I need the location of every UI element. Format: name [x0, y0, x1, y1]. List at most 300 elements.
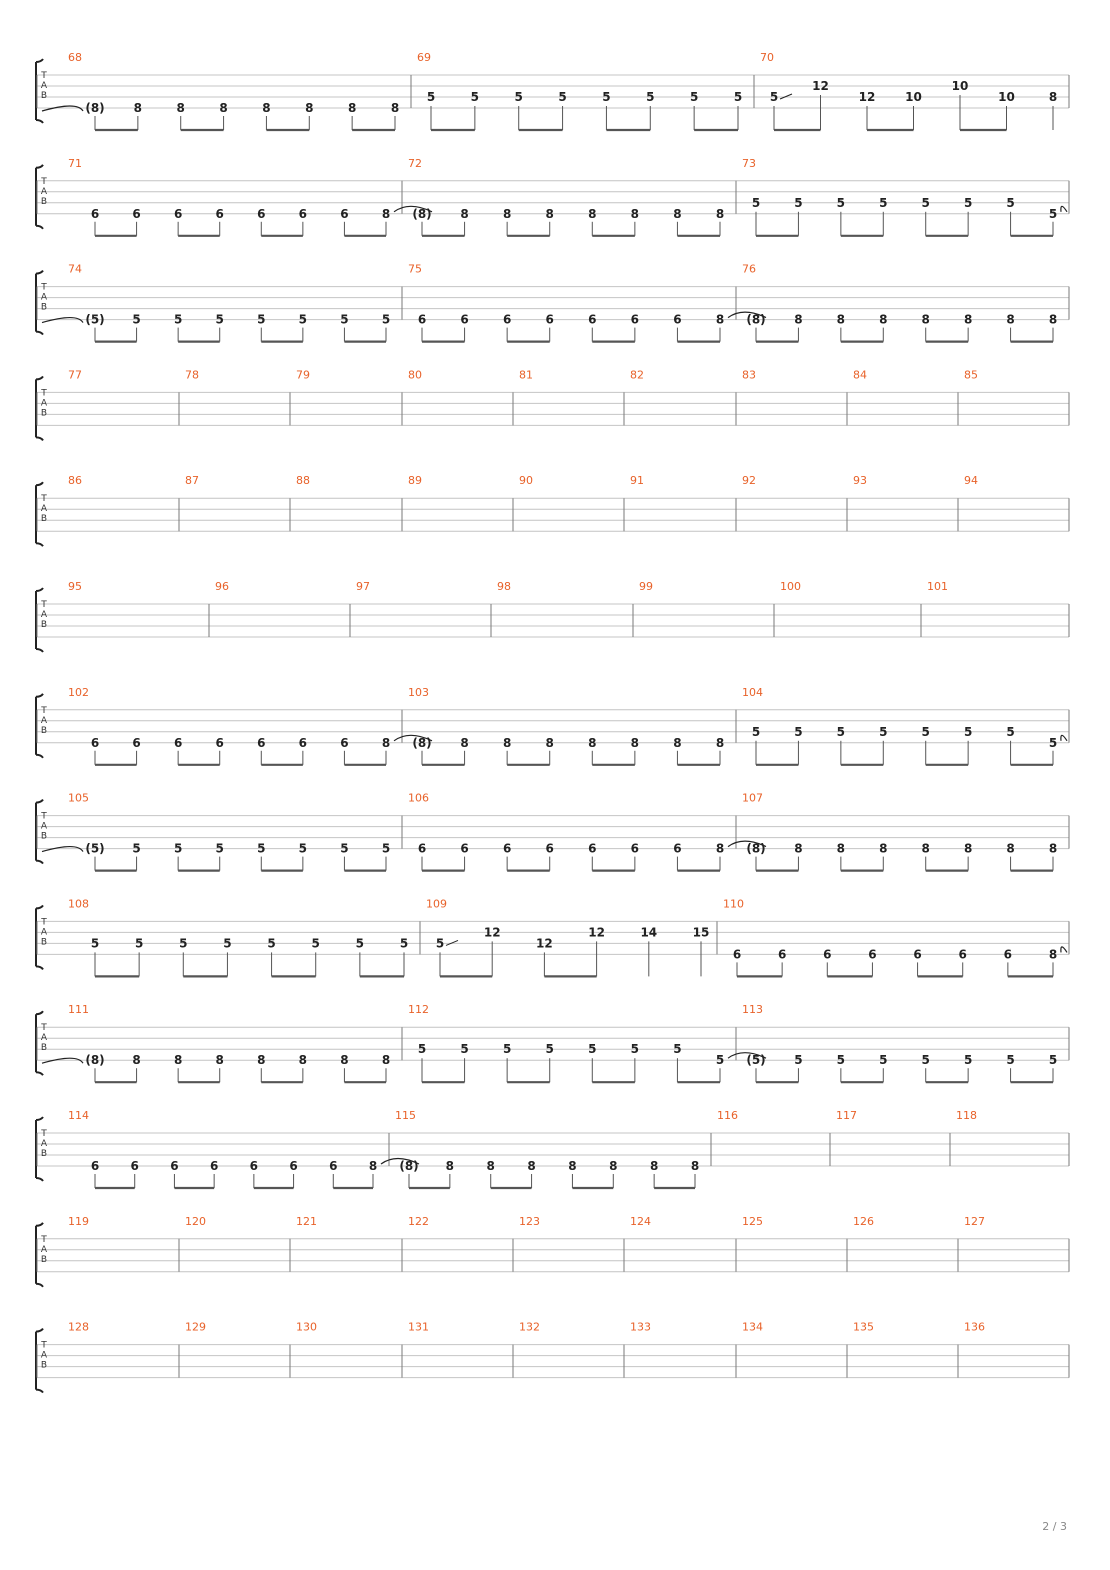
fret-number: 8: [879, 841, 888, 856]
measure: [408, 474, 422, 487]
fret-number: 5: [921, 195, 930, 210]
tab-clef-letter: T: [41, 1234, 47, 1245]
fret-number: 6: [502, 312, 512, 327]
tab-system: [36, 897, 1069, 976]
fret-number: 6: [732, 947, 742, 962]
fret-number: 8: [305, 101, 314, 115]
measure: [630, 368, 644, 381]
fret-number: 5: [963, 1053, 973, 1068]
fret-number: (8): [746, 841, 766, 856]
fret-number: 5: [215, 312, 224, 327]
fret-number: 8: [630, 206, 640, 221]
fret-number: 5: [879, 1053, 888, 1068]
measure-number: 86: [68, 474, 82, 488]
measure: [185, 1215, 206, 1228]
fret-number: 6: [298, 735, 308, 750]
fret-number: 8: [1048, 90, 1058, 104]
measure: [185, 474, 199, 487]
fret-number: 5: [267, 936, 276, 951]
measure-number: 90: [519, 474, 533, 488]
measure: [717, 1109, 738, 1122]
tab-clef-letter: A: [40, 292, 48, 303]
fret-number: (8): [746, 312, 766, 327]
measure: [185, 1321, 206, 1334]
measure: [408, 1215, 429, 1228]
tab-clef-letter: B: [40, 196, 48, 207]
fret-number: 6: [90, 1159, 100, 1173]
tab-system: [36, 580, 1069, 652]
measure: [742, 474, 756, 487]
fret-number: 6: [209, 1159, 219, 1173]
measure-number: 87: [185, 474, 199, 488]
fret-number: 8: [836, 312, 846, 327]
fret-number: 8: [649, 1159, 659, 1173]
measure-number: 125: [742, 1214, 763, 1228]
fret-number: 5: [134, 936, 144, 951]
page-number: 2 / 3: [1042, 1520, 1067, 1533]
fret-number: 5: [340, 312, 349, 327]
measure-number: 111: [68, 1003, 89, 1017]
fret-number: 8: [262, 101, 271, 115]
tab-clef-letter: A: [40, 821, 48, 832]
measure-number: 119: [68, 1214, 89, 1228]
fret-number: 12: [858, 90, 876, 104]
fret-number: 8: [132, 1053, 141, 1068]
tab-clef-letter: T: [41, 1340, 47, 1351]
fret-number: 5: [90, 936, 100, 951]
fret-number: 8: [219, 101, 228, 115]
measure: [68, 474, 82, 487]
measure-number: 83: [742, 368, 756, 382]
measure: [853, 1215, 874, 1228]
tab-clef-letter: T: [41, 811, 47, 822]
tab-clef-letter: A: [40, 1244, 48, 1255]
staff-lines: [37, 392, 1069, 425]
fret-number: 6: [215, 206, 224, 221]
measure: [630, 1215, 651, 1228]
tab-clef-letter: T: [41, 1129, 47, 1139]
fret-number: 8: [460, 206, 469, 221]
measure: [185, 368, 199, 381]
tab-clef-letter: A: [40, 81, 48, 91]
fret-number: 5: [751, 724, 761, 739]
measure: [395, 1109, 699, 1188]
staff-lines: [37, 498, 1069, 531]
fret-number: 8: [445, 1159, 455, 1173]
measure-number: 75: [408, 262, 422, 276]
fret-number: 6: [215, 735, 224, 750]
fret-number: 8: [588, 206, 597, 221]
fret-number: 8: [381, 206, 391, 221]
measure: [780, 580, 801, 593]
measure-number: 106: [408, 791, 429, 805]
fret-number: 6: [132, 206, 141, 221]
fret-number: 5: [1006, 195, 1015, 210]
fret-number: (5): [85, 312, 105, 327]
fret-number: 5: [836, 1053, 846, 1068]
measure-number: 71: [68, 156, 82, 170]
measure-number: 76: [742, 262, 756, 276]
measure-number: 69: [417, 51, 431, 64]
tab-clef-letter: B: [40, 1149, 48, 1159]
tab-clef-letter: T: [41, 282, 47, 293]
measure-number: 117: [836, 1109, 857, 1122]
measure-number: 133: [630, 1320, 651, 1334]
fret-number: 5: [298, 841, 308, 856]
tab-clef-letter: A: [40, 398, 48, 409]
fret-number: 8: [368, 1159, 378, 1173]
tab-system: [36, 1321, 1069, 1393]
fret-number: 5: [836, 195, 846, 210]
tab-clef-letter: B: [40, 725, 48, 736]
fret-number: (5): [746, 1053, 766, 1068]
measure: [68, 580, 82, 593]
measure: [760, 51, 1057, 130]
measure-number: 94: [964, 474, 978, 488]
measure: [639, 580, 653, 593]
tab-clef-letter: T: [41, 494, 47, 505]
measure-number: 78: [185, 368, 199, 382]
fret-number: 5: [215, 841, 224, 856]
fret-number: 8: [1006, 841, 1015, 856]
fret-number: 8: [173, 1053, 183, 1068]
fret-number: 5: [794, 724, 803, 739]
fret-number: 6: [630, 841, 640, 856]
measure: [42, 263, 390, 342]
fret-number: 5: [630, 1042, 640, 1057]
measure-number: 126: [853, 1214, 874, 1228]
measure-number: 77: [68, 368, 82, 382]
fret-number: (5): [85, 841, 105, 856]
fret-number: 5: [173, 312, 183, 327]
measure-number: 85: [964, 368, 978, 382]
tab-clef-letter: T: [41, 917, 47, 928]
tab-clef-letter: B: [40, 408, 48, 419]
measure-number: 93: [853, 474, 867, 488]
tab-clef-letter: T: [41, 176, 47, 187]
staff-lines: [37, 1239, 1069, 1272]
fret-number: 5: [733, 90, 743, 104]
fret-number: 8: [963, 841, 973, 856]
fret-number: 5: [223, 936, 232, 951]
fret-number: 6: [417, 312, 427, 327]
tab-clef-letter: T: [41, 1023, 47, 1034]
measure-number: 88: [296, 474, 310, 488]
tab-system: [36, 157, 1069, 236]
measure-number: 105: [68, 791, 89, 805]
tie-arc: [1061, 947, 1067, 953]
fret-number: 6: [130, 1159, 139, 1173]
measure: [215, 580, 229, 593]
fret-number: 5: [588, 1042, 597, 1057]
measure-number: 108: [68, 897, 89, 911]
fret-number: 5: [715, 1053, 725, 1068]
measure-number: 123: [519, 1214, 540, 1228]
measure-number: 128: [68, 1320, 89, 1334]
measure-number: 120: [185, 1214, 206, 1228]
fret-number: 5: [751, 195, 761, 210]
fret-number: 8: [460, 735, 469, 750]
fret-number: 8: [630, 735, 640, 750]
fret-number: 10: [951, 79, 969, 93]
measure: [964, 474, 978, 487]
measure-number: 109: [426, 897, 447, 911]
measure-number: 124: [630, 1214, 651, 1228]
fret-number: 6: [417, 841, 427, 856]
fret-number: 10: [905, 90, 922, 104]
tab-clef-letter: T: [41, 71, 47, 81]
fret-number: 5: [132, 312, 141, 327]
fret-number: 5: [179, 936, 188, 951]
tab-system: [36, 1215, 1069, 1287]
fret-number: 8: [215, 1053, 224, 1068]
tie-arc: [1061, 206, 1067, 212]
fret-number: (8): [85, 1053, 105, 1068]
measure: [296, 368, 310, 381]
measure-number: 107: [742, 791, 763, 805]
tab-clef-letter: T: [41, 388, 47, 399]
measure: [42, 1003, 390, 1082]
fret-number: 5: [769, 90, 779, 104]
tab-system: [36, 1003, 1069, 1082]
measure-number: 101: [927, 580, 948, 593]
measure: [742, 1215, 763, 1228]
fret-number: 8: [390, 101, 400, 115]
fret-number: 8: [298, 1053, 308, 1068]
fret-number: 8: [568, 1159, 577, 1173]
measure-number: 136: [964, 1320, 985, 1334]
tab-system: [36, 1109, 1069, 1188]
measure-number: 118: [956, 1109, 977, 1122]
measure: [408, 1003, 766, 1082]
fret-number: 8: [690, 1159, 700, 1173]
measure-number: 70: [760, 51, 774, 64]
fret-number: 5: [794, 1053, 803, 1068]
measure-number: 92: [742, 474, 756, 488]
fret-number: 5: [257, 312, 266, 327]
fret-number: 8: [588, 735, 597, 750]
fret-number: 5: [399, 936, 409, 951]
measure: [497, 580, 511, 593]
measure-number: 127: [964, 1214, 985, 1228]
fret-number: 8: [879, 312, 888, 327]
measure: [853, 1321, 874, 1334]
fret-number: 6: [249, 1159, 259, 1173]
fret-number: 5: [311, 936, 320, 951]
staff-lines: [37, 1133, 1069, 1166]
measure: [723, 897, 1067, 976]
fret-number: 8: [609, 1159, 618, 1173]
fret-number: 6: [630, 312, 640, 327]
tab-system: [36, 686, 1069, 765]
fret-number: 5: [355, 936, 365, 951]
tab-system: [36, 51, 1069, 130]
measure: [68, 157, 432, 236]
fret-number: 8: [527, 1159, 536, 1173]
measure: [408, 1321, 429, 1334]
measure: [68, 368, 82, 381]
measure-number: 113: [742, 1003, 763, 1017]
fret-number: 5: [470, 90, 480, 104]
fret-number: 5: [921, 724, 930, 739]
measure-number: 91: [630, 474, 644, 488]
fret-number: 5: [381, 841, 391, 856]
fret-number: 8: [381, 735, 391, 750]
fret-number: 6: [90, 735, 100, 750]
fret-number: 8: [340, 1053, 349, 1068]
measure-number: 129: [185, 1320, 206, 1334]
tab-system: [36, 792, 1069, 871]
measure-number: 115: [395, 1109, 416, 1122]
measure-number: 82: [630, 368, 644, 382]
fret-number: 15: [692, 925, 710, 940]
measure: [742, 1003, 1057, 1082]
tab-clef-letter: B: [40, 302, 48, 313]
tab-system: [36, 263, 1069, 342]
measure-number: 74: [68, 262, 82, 276]
measure: [630, 474, 644, 487]
measure: [408, 263, 766, 342]
measure: [742, 792, 1057, 871]
measure: [956, 1109, 977, 1122]
fret-number: 5: [298, 312, 308, 327]
measure-number: 112: [408, 1003, 429, 1017]
measure-number: 68: [68, 51, 82, 64]
measure: [519, 474, 533, 487]
fret-number: 14: [640, 925, 658, 940]
fret-number: 5: [381, 312, 391, 327]
fret-number: 5: [646, 90, 655, 104]
tab-clef-letter: B: [40, 937, 48, 948]
fret-number: (8): [412, 735, 432, 750]
measure: [408, 157, 724, 236]
fret-number: 6: [173, 206, 183, 221]
fret-number: 5: [879, 724, 888, 739]
fret-number: 6: [502, 841, 512, 856]
fret-number: 5: [460, 1042, 469, 1057]
fret-number: 8: [502, 206, 512, 221]
measure-number: 110: [723, 897, 744, 911]
tab-clef-letter: A: [40, 186, 48, 197]
fret-number: 5: [545, 1042, 554, 1057]
fret-number: 5: [1048, 206, 1058, 221]
measure: [927, 580, 948, 593]
fret-number: 5: [689, 90, 699, 104]
measure: [408, 792, 766, 871]
tab-system: [36, 368, 1069, 440]
measure: [417, 51, 742, 130]
fret-number: 8: [794, 841, 803, 856]
staff-lines: [37, 604, 1069, 637]
measure-number: 121: [296, 1214, 317, 1228]
fret-number: 5: [921, 1053, 930, 1068]
tab-clef-letter: B: [40, 1043, 48, 1054]
fret-number: 8: [502, 735, 512, 750]
tab-clef-letter: A: [40, 715, 48, 726]
fret-number: (8): [85, 101, 105, 115]
fret-number: 5: [417, 1042, 427, 1057]
fret-number: 6: [777, 947, 787, 962]
measure: [742, 157, 1067, 236]
measure-number: 116: [717, 1109, 738, 1122]
fret-number: 8: [545, 735, 554, 750]
fret-number: 5: [1006, 724, 1015, 739]
measure-number: 95: [68, 580, 82, 593]
fret-number: 6: [329, 1159, 338, 1173]
fret-number: 6: [545, 312, 554, 327]
fret-number: 5: [132, 841, 141, 856]
fret-number: 6: [958, 947, 967, 962]
measure-number: 131: [408, 1320, 429, 1334]
measure-number: 102: [68, 685, 89, 699]
fret-number: 6: [460, 841, 469, 856]
fret-number: 5: [963, 724, 973, 739]
fret-number: 6: [673, 312, 682, 327]
fret-number: 5: [1048, 735, 1058, 750]
fret-number: 6: [545, 841, 554, 856]
tab-clef-letter: A: [40, 1139, 48, 1149]
measure: [68, 1109, 419, 1188]
fret-number: 6: [340, 735, 349, 750]
fret-number: 8: [1048, 312, 1058, 327]
measure: [519, 368, 533, 381]
fret-number: 8: [1048, 947, 1058, 962]
measure-number: 84: [853, 368, 867, 382]
measure: [68, 686, 432, 765]
fret-number: 5: [1048, 1053, 1058, 1068]
measure-number: 72: [408, 156, 422, 170]
fret-number: 5: [879, 195, 888, 210]
fret-number: 8: [257, 1053, 266, 1068]
fret-number: 6: [913, 947, 922, 962]
fret-number: 5: [602, 90, 611, 104]
fret-number: 8: [673, 206, 682, 221]
staff-lines: [37, 1345, 1069, 1378]
fret-number: 6: [1003, 947, 1013, 962]
fret-number: 5: [173, 841, 183, 856]
fret-number: 8: [715, 312, 725, 327]
measure: [42, 51, 399, 130]
tab-clef-letter: A: [40, 927, 48, 938]
tab-system: [36, 474, 1069, 546]
tab-clef-letter: B: [40, 514, 48, 525]
fret-number: 5: [257, 841, 266, 856]
fret-number: 6: [170, 1159, 179, 1173]
fret-number: 6: [257, 206, 266, 221]
fret-number: 8: [673, 735, 682, 750]
measure-number: 100: [780, 580, 801, 593]
measure: [742, 686, 1067, 765]
fret-number: 6: [588, 841, 597, 856]
fret-number: 12: [588, 925, 605, 940]
fret-number: 5: [836, 724, 846, 739]
measure-number: 134: [742, 1320, 763, 1334]
measure: [296, 1215, 317, 1228]
fret-number: 12: [536, 936, 553, 951]
fret-number: 12: [483, 925, 501, 940]
tab-clef-letter: B: [40, 831, 48, 842]
fret-number: 5: [673, 1042, 682, 1057]
measure-number: 73: [742, 156, 756, 170]
fret-number: 5: [1006, 1053, 1015, 1068]
measure-number: 98: [497, 580, 511, 593]
fret-number: 5: [340, 841, 349, 856]
fret-number: 8: [715, 206, 725, 221]
tab-clef-letter: B: [40, 1254, 48, 1265]
tab-clef-letter: A: [40, 610, 48, 620]
fret-number: 8: [347, 101, 357, 115]
fret-number: 6: [173, 735, 183, 750]
